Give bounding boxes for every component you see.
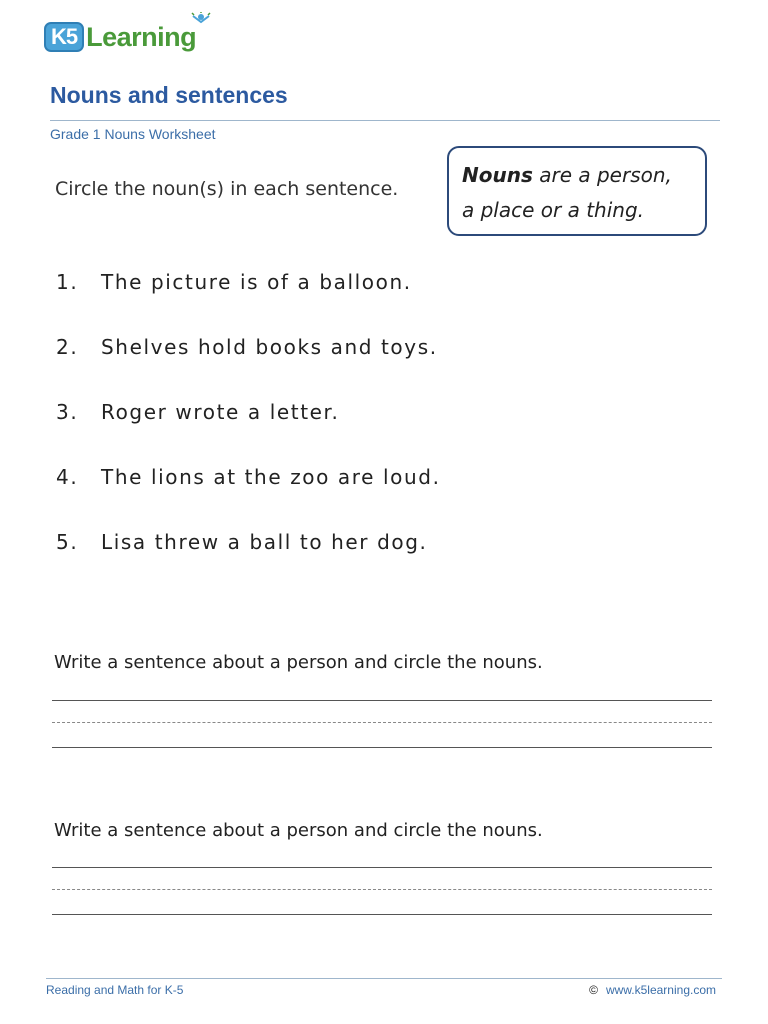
sentence-number: 1. — [56, 270, 79, 294]
footer-divider — [46, 978, 722, 979]
page-title: Nouns and sentences — [50, 82, 288, 108]
writing-line[interactable] — [52, 700, 712, 701]
sentence-item — [56, 465, 441, 530]
footer-tagline: Reading and Math for K-5 — [46, 983, 184, 997]
logo-word: Learning — [86, 21, 197, 52]
sentence-item — [56, 530, 441, 595]
definition-rest: are a person, — [532, 163, 672, 187]
logo-badge: K5 — [44, 22, 84, 52]
definition-term: Nouns — [462, 163, 533, 187]
definition-box — [447, 146, 707, 236]
write-prompt: Write a sentence about a person and circle the nouns. — [54, 820, 543, 841]
sentence-text: The lions at the zoo are loud. — [101, 465, 441, 489]
header-divider — [50, 120, 720, 121]
sentence-item — [56, 270, 441, 335]
writing-line[interactable] — [52, 747, 712, 748]
logo-figure-icon — [190, 12, 212, 32]
sentence-text: The picture is of a balloon. — [101, 270, 412, 294]
footer-url[interactable]: www.k5learning.com — [605, 983, 716, 997]
footer-website — [589, 983, 716, 997]
sentence-item — [56, 400, 441, 465]
definition-line-1 — [462, 158, 705, 193]
instruction-text: Circle the noun(s) in each sentence. — [55, 178, 399, 200]
k5-learning-logo — [44, 14, 196, 60]
sentence-number: 2. — [56, 335, 79, 359]
sentence-number: 5. — [56, 530, 79, 554]
copyright-symbol: © — [589, 983, 598, 997]
writing-line[interactable] — [52, 914, 712, 915]
sentence-text: Shelves hold books and toys. — [101, 335, 438, 359]
sentence-text: Lisa threw a ball to her dog. — [101, 530, 428, 554]
sentence-number: 3. — [56, 400, 79, 424]
worksheet-subtitle: Grade 1 Nouns Worksheet — [50, 126, 216, 142]
sentence-item — [56, 335, 441, 400]
writing-guide-line — [52, 722, 712, 723]
writing-guide-line — [52, 889, 712, 890]
sentence-text: Roger wrote a letter. — [101, 400, 340, 424]
writing-line[interactable] — [52, 867, 712, 868]
sentence-list — [56, 270, 441, 595]
sentence-number: 4. — [56, 465, 79, 489]
definition-line-2: a place or a thing. — [462, 198, 645, 222]
write-prompt: Write a sentence about a person and circle the nouns. — [54, 652, 543, 673]
